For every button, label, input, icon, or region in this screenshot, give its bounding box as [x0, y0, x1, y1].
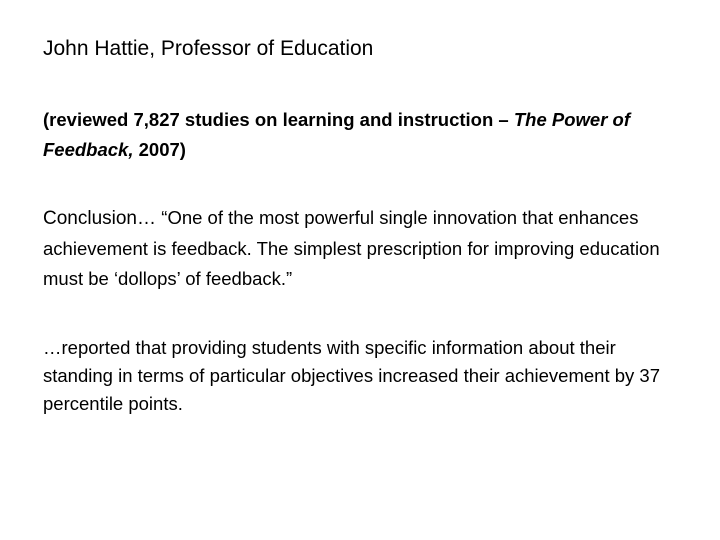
slide-title: John Hattie, Professor of Education	[43, 37, 374, 60]
conclusion-lead: Conclusion…	[43, 208, 162, 229]
conclusion-paragraph	[43, 203, 683, 294]
reported-paragraph: …reported that providing students with specific information about their standing in terms of particular objectives increased their achievement by 37 percentile points.	[43, 337, 660, 414]
study-work-title: The Power of Feedback,	[43, 109, 631, 160]
study-reference-suffix: 2007)	[133, 139, 186, 160]
conclusion-quote: “One of the most powerful single innovation that enhances achievement is feedback. The simplest prescription for improving education must be ‘dollops’ of feedback.”	[43, 207, 660, 289]
study-reference	[43, 105, 683, 165]
study-reference-prefix: (reviewed 7,827 studies on learning and instruction –	[43, 109, 514, 130]
